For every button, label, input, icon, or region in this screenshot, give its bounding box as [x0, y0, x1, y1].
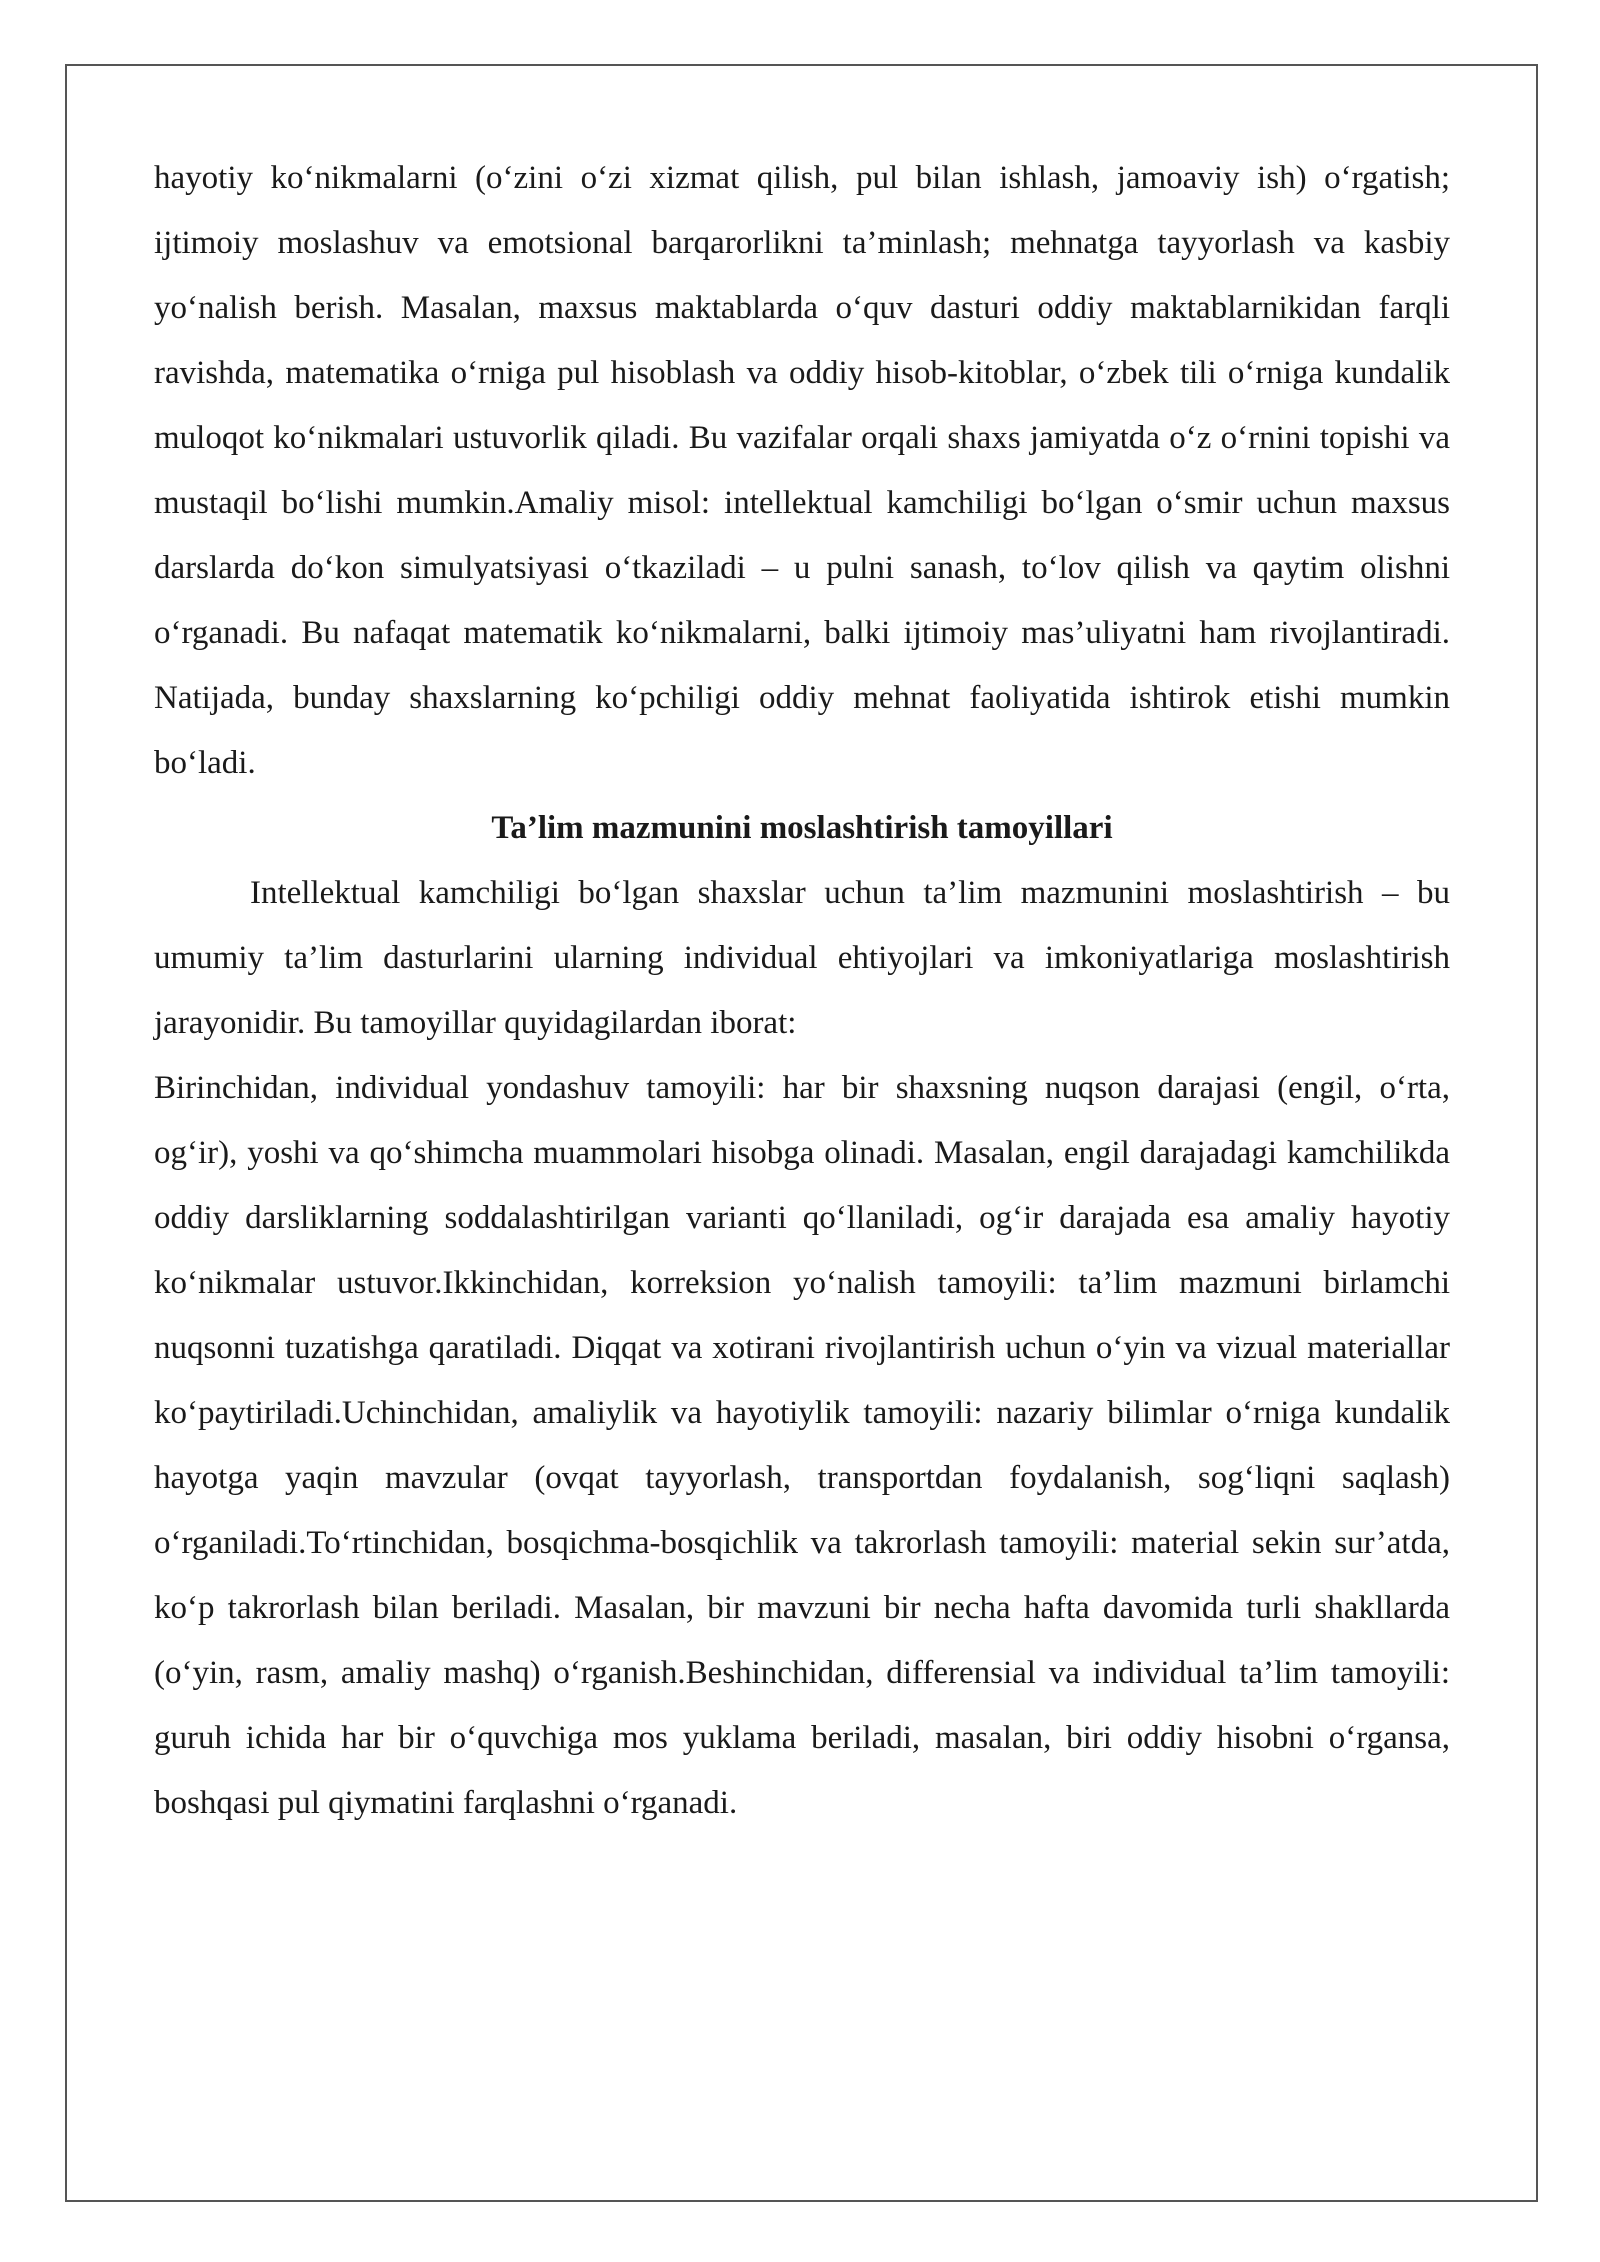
body-paragraph: Birinchidan, individual yondashuv tamoyili: har bir shaxsning nuqson darajasi (engil, o‘rta, og‘ir), yoshi va qo‘shimcha muammolari hisobga olinadi. Masalan, engil darajadagi kamchilikda oddiy darsliklarning soddalashtirilgan varianti qo‘llaniladi, og‘ir darajada esa amaliy hayotiy ko‘nikmalar ustuvor.Ikkinchidan, korreksion yo‘nalish tamoyili: ta’lim mazmuni birlamchi nuqsonni tuzatishga qaratiladi. Diqqat va xotirani rivojlantirish uchun o‘yin va vizual materiallar ko‘paytiriladi.Uchinchidan, amaliylik va hayotiylik tamoyili: nazariy bilimlar o‘rniga kundalik hayotga yaqin mavzular (ovqat tayyorlash, transportdan foydalanish, sog‘liqni saqlash) o‘rganiladi.To‘rtinchidan, bosqichma-bosqichlik va takrorlash tamoyili: material sekin sur’atda, ko‘p takrorlash bilan beriladi. Masalan, bir mavzuni bir necha hafta davomida turli shakllarda (o‘yin, rasm, amaliy mashq) o‘rganish.Beshinchidan, differensial va individual ta’lim tamoyili: guruh ichida har bir o‘quvchiga mos yuklama beriladi, masalan, biri oddiy hisobni o‘rgansa, boshqasi pul qiymatini farqlashni o‘rganadi.: [154, 1070, 1450, 1821]
body-paragraph: Intellektual kamchiligi bo‘lgan shaxslar uchun ta’lim mazmunini moslashtirish – bu umumiy ta’lim dasturlarini ularning individual ehtiyojlari va imkoniyatlariga moslashtirish jarayonidir. Bu tamoyillar quyidagilardan iborat:: [154, 875, 1450, 1041]
body-paragraph: hayotiy ko‘nikmalarni (o‘zini o‘zi xizmat qilish, pul bilan ishlash, jamoaviy ish) o‘rgatish; ijtimoiy moslashuv va emotsional barqarorlikni ta’minlash; mehnatga tayyorlash va kasbiy yo‘nalish berish. Masalan, maxsus maktablarda o‘quv dasturi oddiy maktablarnikidan farqli ravishda, matematika o‘rniga pul hisoblash va oddiy hisob-kitoblar, o‘zbek tili o‘rniga kundalik muloqot ko‘nikmalari ustuvorlik qiladi. Bu vazifalar orqali shaxs jamiyatda o‘z o‘rnini topishi va mustaqil bo‘lishi mumkin.Amaliy misol: intellektual kamchiligi bo‘lgan o‘smir uchun maxsus darslarda do‘kon simulyatsiyasi o‘tkaziladi – u pulni sanash, to‘lov qilish va qaytim olishni o‘rganadi. Bu nafaqat matematik ko‘nikmalarni, balki ijtimoiy mas’uliyatni ham rivojlantiradi. Natijada, bunday shaxslarning ko‘pchiligi oddiy mehnat faoliyatida ishtirok etishi mumkin bo‘ladi.: [154, 160, 1450, 781]
document-body: [154, 146, 1450, 1836]
section-heading: Ta’lim mazmunini moslashtirish tamoyillari: [491, 810, 1113, 846]
